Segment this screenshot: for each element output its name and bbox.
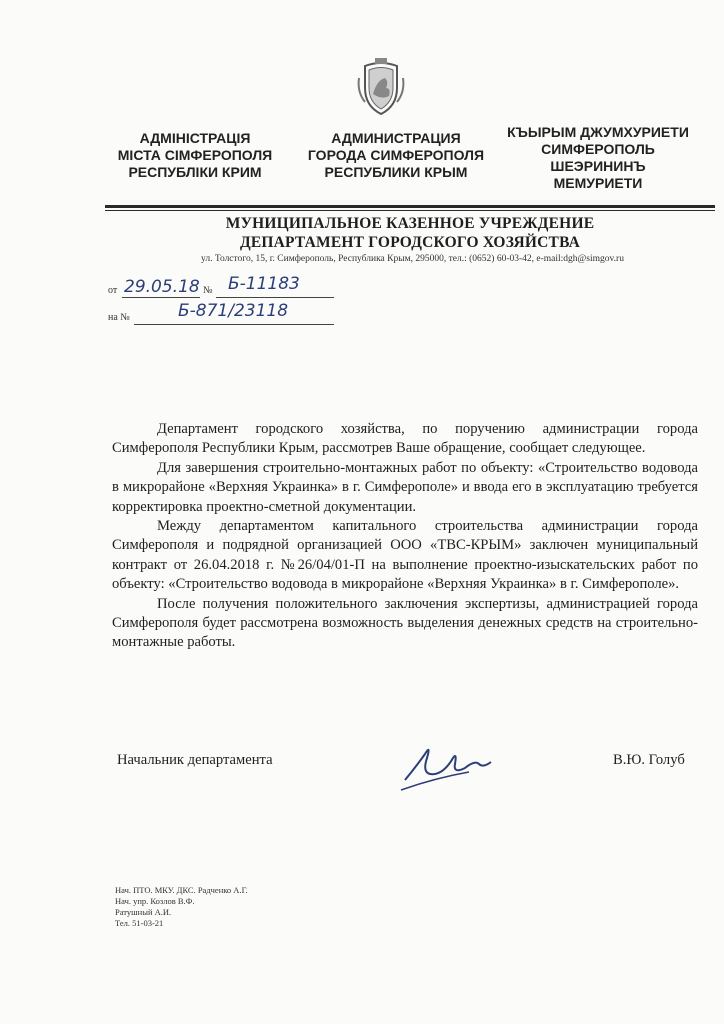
number-label: № — [203, 285, 213, 296]
on-number-handwritten: Б-871/23118 — [178, 301, 289, 321]
header-divider — [105, 205, 715, 208]
body-paragraph: Между департаментом капитального строительства администрации города Симферополя и подрядной организацией ООО «ТВС-КРЫМ» заключен муниципальный контракт от 26.04.2018 г. №26/04/01-П на выполнение проектно-изыскательских работ по объекту: «Строительство водовода в микрорайоне «Верхняя Украинка» в г. Симферополе». — [112, 518, 698, 593]
organization-line2: ДЕПАРТАМЕНТ ГОРОДСКОГО ХОЗЯЙСТВА — [239, 234, 581, 251]
number-line — [216, 297, 334, 298]
number-handwritten: Б-11183 — [228, 274, 300, 294]
header-russian-line: РЕСПУБЛИКИ КРЫМ — [324, 164, 468, 180]
from-label: от — [108, 285, 118, 296]
header-ukrainian — [108, 130, 282, 181]
header-tatar-line: СИМФЕРОПОЛЬ — [541, 141, 655, 157]
body-paragraph: Департамент городского хозяйства, по поручению администрации города Симферополя Республики Крым, рассмотрев Ваше обращение, сообщает следующее. — [112, 421, 698, 457]
header-ukrainian-line: АДМІНІСТРАЦІЯ — [139, 130, 251, 146]
signature-position: Начальник департамента — [117, 752, 273, 768]
header-tatar-line: ШЕЭРИНИНЪ — [550, 158, 646, 174]
header-russian-line: ГОРОДА СИМФЕРОПОЛЯ — [307, 147, 485, 163]
crimea-coat-of-arms-icon — [355, 58, 407, 118]
footer-line: Нач. ПТО. МКУ. ДКС. Радченко А.Г. — [115, 885, 248, 895]
date-handwritten: 29.05.18 — [124, 277, 200, 297]
on-number-label: на № — [108, 312, 130, 323]
body-paragraph: Для завершения строительно-монтажных работ по объекту: «Строительство водовода в микрорайоне «Верхняя Украинка» в г. Симферополе» и ввода его в эксплуатацию требуется корректировка проектно-сметной документации. — [112, 459, 698, 515]
organization-line1: МУНИЦИПАЛЬНОЕ КАЗЕННОЕ УЧРЕЖДЕНИЕ — [225, 215, 595, 232]
footer-line: Ратушный А.И. — [115, 907, 172, 917]
header-tatar-line: КЪЫРЫМ ДЖУМХУРИЕТИ — [507, 124, 689, 140]
footer-line: Нач. упр. Козлов В.Ф. — [115, 896, 195, 906]
letter-body — [112, 420, 698, 653]
handwritten-signature-icon — [395, 728, 505, 798]
header-ukrainian-line: МІСТА СІМФЕРОПОЛЯ — [117, 147, 273, 163]
header-divider-thin — [105, 210, 715, 211]
header-tatar-line: МЕМУРИЕТИ — [553, 175, 643, 191]
header-russian — [298, 130, 494, 181]
signature-name: В.Ю. Голуб — [613, 752, 685, 768]
header-crimean-tatar — [500, 124, 696, 192]
organization-address: ул. Толстого, 15, г. Симферополь, Республика Крым, 295000, тел.: (0652) 60-03-42, e-mail:dgh@simgov.ru — [201, 254, 624, 264]
footer-line: Тел. 51-03-21 — [115, 918, 164, 928]
body-paragraph: После получения положительного заключения экспертизы, администрацией города Симферополя будет рассмотрена возможность выделения денежных средств на строительно-монтажные работы. — [112, 595, 698, 651]
header-russian-line: АДМИНИСТРАЦИЯ — [331, 130, 461, 146]
header-ukrainian-line: РЕСПУБЛІКИ КРИМ — [128, 164, 262, 180]
on-number-line — [134, 324, 334, 325]
date-line — [122, 297, 200, 298]
organization-name — [105, 214, 715, 252]
footer-executors — [115, 885, 248, 929]
